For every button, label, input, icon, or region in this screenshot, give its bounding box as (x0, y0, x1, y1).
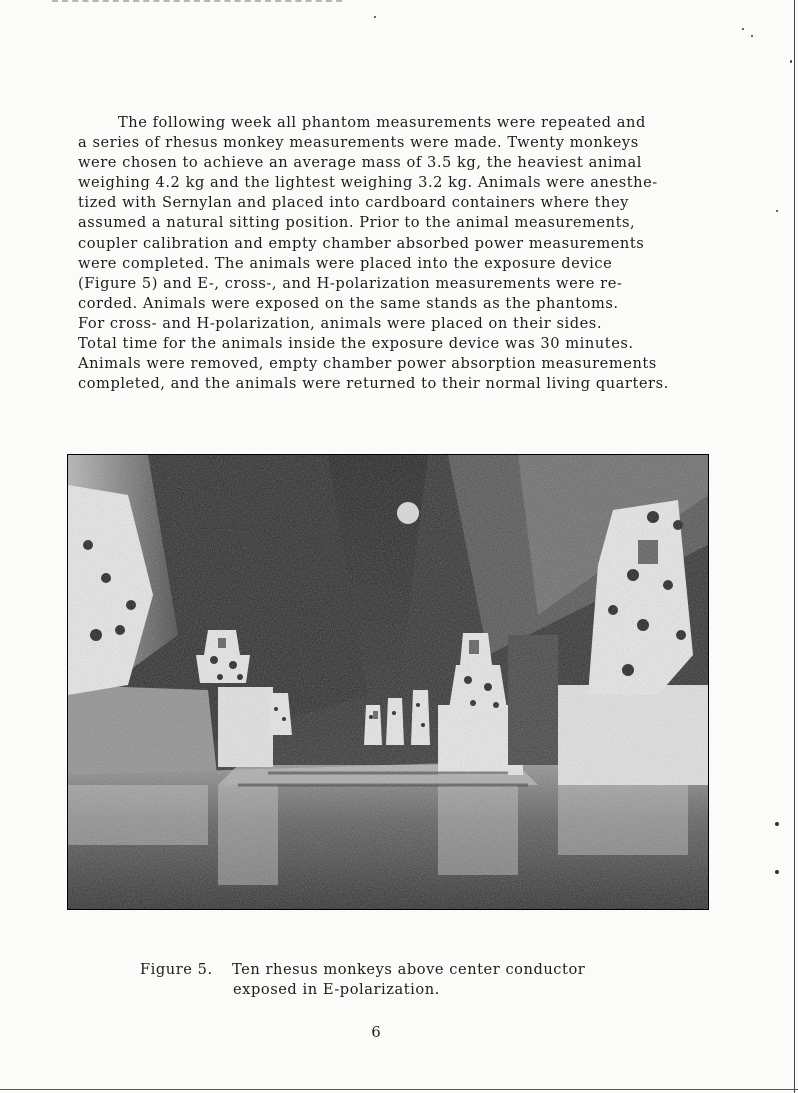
text-line: (Figure 5) and E-, cross-, and H-polarization measurements were re- (78, 274, 623, 292)
text-line: Animals were removed, empty chamber power absorption measurements (78, 355, 657, 373)
text-line: completed, and the animals were returned to their normal living quarters. (78, 375, 669, 393)
text-line: corded. Animals were exposed on the same stands as the phantoms. (78, 294, 619, 312)
text-line: weighing 4.2 kg and the lightest weighing 3.2 kg. Animals were anesthe- (78, 174, 658, 192)
scan-speck (776, 210, 778, 212)
caption-line: exposed in E-polarization. (233, 980, 440, 998)
text-line: a series of rhesus monkey measurements were made. Twenty monkeys (78, 134, 639, 152)
text-line: were chosen to achieve an average mass of 3.5 kg, the heaviest animal (78, 154, 642, 172)
scan-speck (751, 35, 753, 37)
figure-5-photograph (67, 454, 709, 910)
text-line: assumed a natural sitting position. Prior to the animal measurements, (78, 214, 636, 232)
scan-speck (775, 870, 779, 874)
figure-caption (140, 960, 585, 999)
scan-speck (790, 60, 792, 63)
figure-label: Figure 5. (140, 961, 213, 978)
text-line: were completed. The animals were placed into the exposure device (78, 254, 613, 272)
scan-speck (374, 16, 376, 18)
text-line: The following week all phantom measurements were repeated and (118, 114, 646, 131)
top-edge-mark (52, 0, 342, 5)
text-line: coupler calibration and empty chamber absorbed power measurements (78, 234, 645, 252)
caption-line: Ten rhesus monkeys above center conductor (232, 961, 586, 978)
page-number: 6 (371, 1024, 381, 1041)
text-line: For cross- and H-polarization, animals were placed on their sides. (78, 314, 603, 332)
scan-speck (742, 28, 744, 30)
text-line: Total time for the animals inside the exposure device was 30 minutes. (78, 335, 634, 353)
scan-speck (775, 822, 779, 826)
bottom-edge-rule (0, 1089, 798, 1090)
text-line: tized with Sernylan and placed into cardboard containers where they (78, 194, 629, 212)
right-edge-rule (794, 0, 795, 1093)
body-paragraph (78, 113, 702, 394)
